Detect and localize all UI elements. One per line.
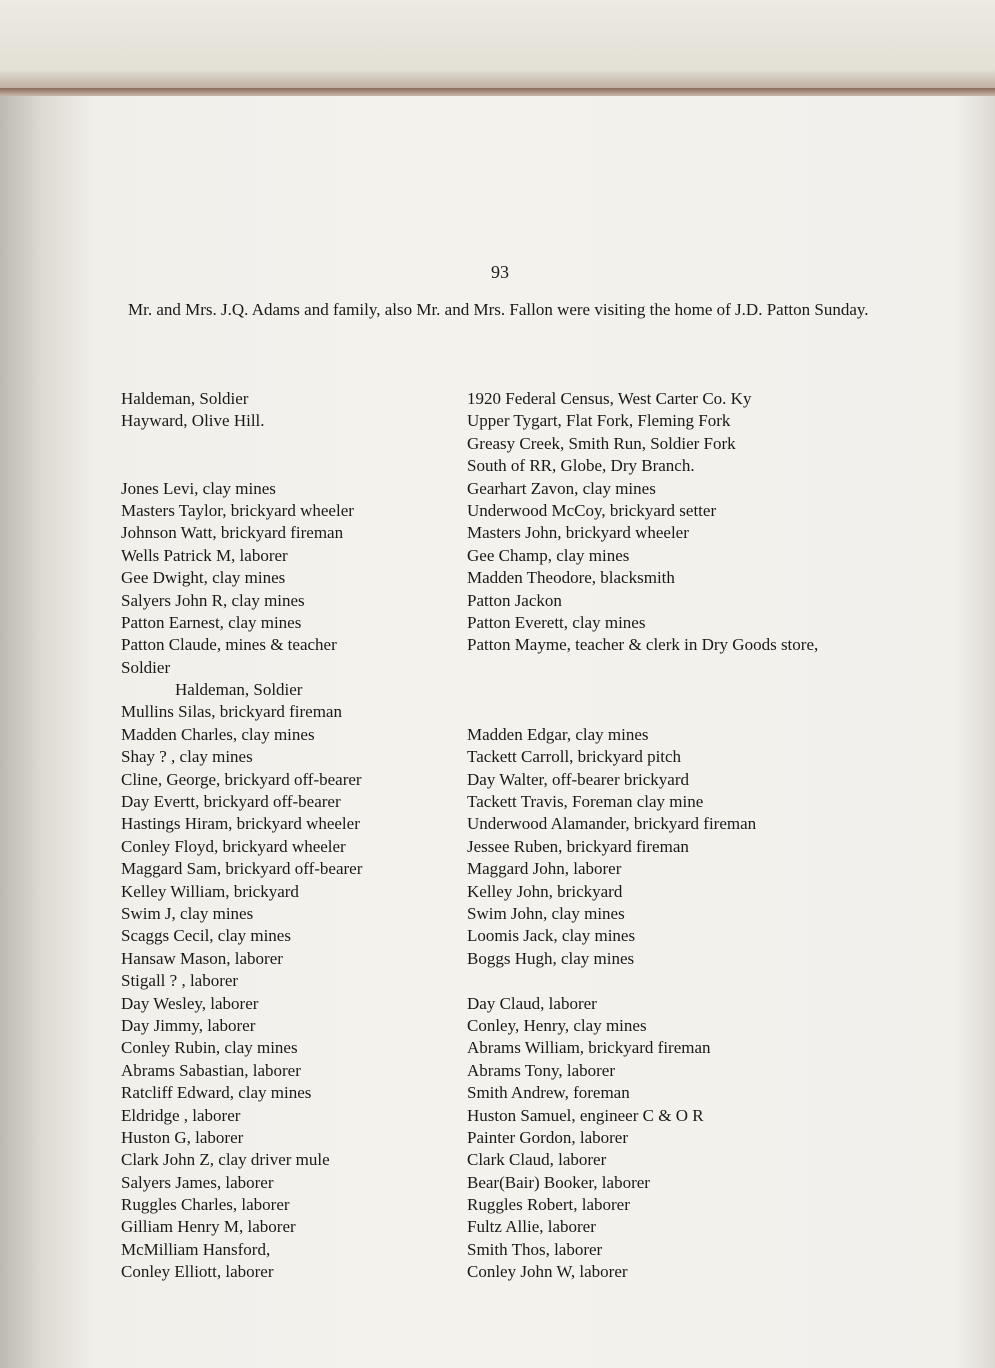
census-entry: [467, 657, 887, 679]
census-entry: Clark John Z, clay driver mule: [121, 1150, 330, 1170]
census-entry: Madden Theodore, blacksmith: [467, 568, 675, 588]
census-entry: Bear(Bair) Booker, laborer: [467, 1172, 650, 1192]
census-entry: Painter Gordon, laborer: [467, 1127, 628, 1147]
census-entry: Shay ? , clay mines: [121, 747, 253, 767]
census-entry: Wells Patrick M, laborer: [121, 545, 288, 565]
census-entry: Clark Claud, laborer: [467, 1150, 607, 1170]
census-entry: Abrams Tony, laborer: [467, 1060, 615, 1080]
census-entry: Kelley William, brickyard: [121, 881, 299, 901]
census-entry: Smith Andrew, foreman: [467, 1083, 630, 1103]
census-entry: Day Evertt, brickyard off-bearer: [121, 792, 341, 812]
page-top-edge: [0, 88, 995, 96]
page-shadow: [955, 96, 995, 1368]
census-entry: Madden Charles, clay mines: [121, 724, 315, 744]
census-entry: Patton Mayme, teacher & clerk in Dry Goods store,: [467, 635, 819, 655]
census-entry: Day Claud, laborer: [467, 993, 597, 1013]
census-entry: Swim John, clay mines: [467, 903, 625, 923]
census-entry: Day Walter, off-bearer brickyard: [467, 769, 689, 789]
census-entry: Hayward, Olive Hill.: [121, 411, 265, 431]
census-entry: 1920 Federal Census, West Carter Co. Ky: [467, 389, 752, 408]
census-entry: McMilliam Hansford,: [121, 1239, 271, 1259]
census-entry: [121, 433, 481, 455]
census-entry: Patton Everett, clay mines: [467, 612, 646, 632]
census-entry: Cline, George, brickyard off-bearer: [121, 769, 362, 789]
census-entry: Maggard John, laborer: [467, 859, 622, 879]
census-entry: Ruggles Robert, laborer: [467, 1195, 630, 1215]
census-entry: Jessee Ruben, brickyard fireman: [467, 836, 689, 856]
right-census-column: [467, 388, 887, 1284]
census-entry: Conley, Henry, clay mines: [467, 1015, 647, 1035]
census-entry: Patton Jackon: [467, 590, 562, 610]
census-entry: Stigall ? , laborer: [121, 971, 239, 991]
census-entry: Abrams William, brickyard fireman: [467, 1038, 711, 1058]
census-entry: [467, 679, 887, 701]
census-entry: Hansaw Mason, laborer: [121, 948, 283, 968]
census-entry: Ratcliff Edward, clay mines: [121, 1083, 312, 1103]
census-entry: Haldeman, Soldier: [175, 680, 303, 700]
census-entry: Eldridge , laborer: [121, 1105, 241, 1125]
census-entry: Mullins Silas, brickyard fireman: [121, 702, 342, 722]
census-entry: Gearhart Zavon, clay mines: [467, 478, 656, 498]
census-entry: Conley Rubin, clay mines: [121, 1038, 298, 1058]
census-entry: Gee Dwight, clay mines: [121, 568, 286, 588]
census-entry: Masters Taylor, brickyard wheeler: [121, 500, 354, 520]
census-entry: Conley Floyd, brickyard wheeler: [121, 836, 346, 856]
census-entry: Jones Levi, clay mines: [121, 478, 276, 498]
census-entry: Smith Thos, laborer: [467, 1239, 603, 1259]
background-photo-edge: [0, 0, 995, 92]
census-entry: [467, 970, 887, 992]
census-entry: Greasy Creek, Smith Run, Soldier Fork: [467, 433, 736, 453]
left-census-column: [121, 388, 481, 1284]
census-entry: Salyers John R, clay mines: [121, 590, 305, 610]
census-entry: Gee Champ, clay mines: [467, 545, 630, 565]
census-entry: Tackett Carroll, brickyard pitch: [467, 747, 682, 767]
census-entry: Patton Earnest, clay mines: [121, 612, 302, 632]
census-entry: Abrams Sabastian, laborer: [121, 1060, 301, 1080]
census-entry: Huston Samuel, engineer C & O R: [467, 1105, 704, 1125]
census-entry: Underwood McCoy, brickyard setter: [467, 500, 717, 520]
census-entry: Masters John, brickyard wheeler: [467, 523, 689, 543]
page-number: 93: [491, 262, 509, 282]
census-entry: Maggard Sam, brickyard off-bearer: [121, 859, 363, 879]
census-entry: Day Wesley, laborer: [121, 993, 259, 1013]
census-entry: [467, 701, 887, 723]
census-entry: Tackett Travis, Foreman clay mine: [467, 792, 704, 812]
census-entry: Patton Claude, mines & teacher: [121, 635, 337, 655]
census-entry: Conley John W, laborer: [467, 1262, 628, 1282]
census-entry: Fultz Allie, laborer: [467, 1217, 596, 1237]
census-entry: Swim J, clay mines: [121, 903, 254, 923]
census-entry: [121, 455, 481, 477]
census-entry: Upper Tygart, Flat Fork, Fleming Fork: [467, 411, 731, 431]
census-entry: Gilliam Henry M, laborer: [121, 1217, 296, 1237]
census-entry: South of RR, Globe, Dry Branch.: [467, 456, 695, 476]
census-entry: Soldier: [121, 657, 171, 677]
census-entry: Ruggles Charles, laborer: [121, 1195, 290, 1215]
intro-paragraph: Mr. and Mrs. J.Q. Adams and family, also Mr. and Mrs. Fallon were visiting the home of J.D. Patton Sunday.: [128, 300, 869, 319]
census-entry: Loomis Jack, clay mines: [467, 926, 636, 946]
census-entry: Madden Edgar, clay mines: [467, 724, 649, 744]
census-entry: Haldeman, Soldier: [121, 389, 249, 408]
census-entry: Kelley John, brickyard: [467, 881, 623, 901]
census-entry: Scaggs Cecil, clay mines: [121, 926, 291, 946]
census-entry: Conley Elliott, laborer: [121, 1262, 274, 1282]
census-entry: Huston G, laborer: [121, 1127, 244, 1147]
census-entry: Salyers James, laborer: [121, 1172, 274, 1192]
census-entry: Underwood Alamander, brickyard fireman: [467, 814, 757, 834]
census-entry: Day Jimmy, laborer: [121, 1015, 256, 1035]
census-entry: Hastings Hiram, brickyard wheeler: [121, 814, 360, 834]
census-entry: Johnson Watt, brickyard fireman: [121, 523, 344, 543]
census-entry: Boggs Hugh, clay mines: [467, 948, 635, 968]
